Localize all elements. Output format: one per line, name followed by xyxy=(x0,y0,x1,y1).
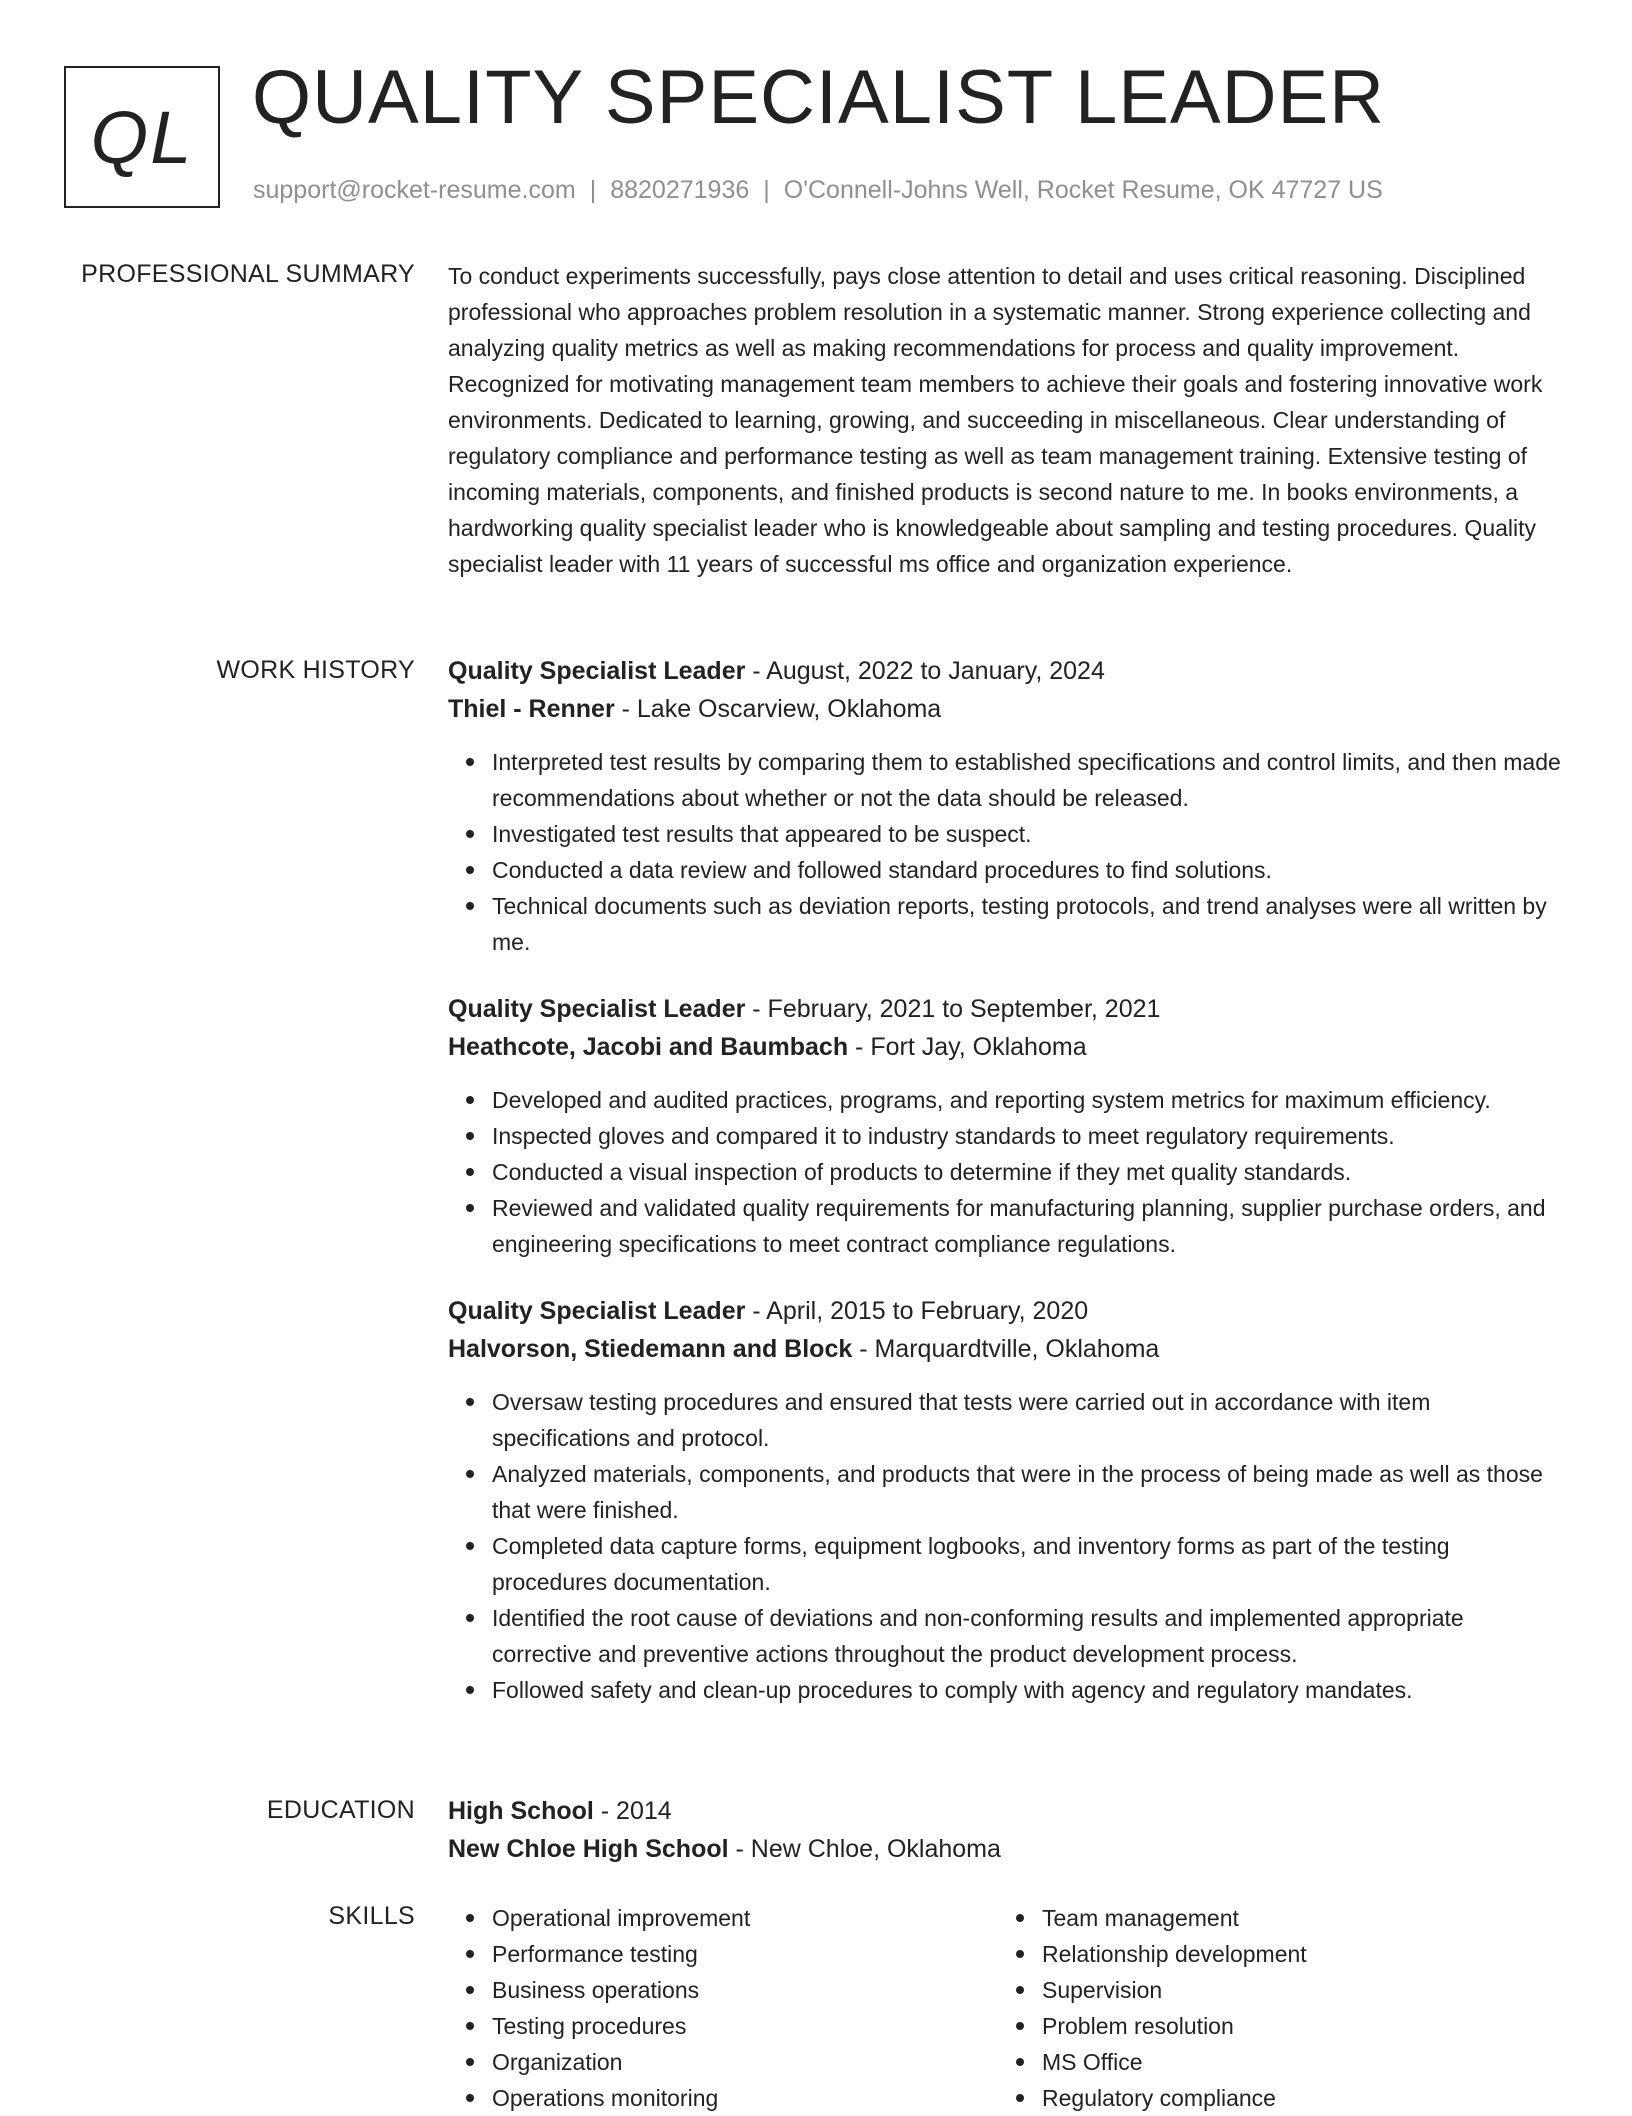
skill-item: Operational improvement xyxy=(492,1900,998,1936)
skill-item: Problem resolution xyxy=(1042,2008,1548,2044)
job-dates: - August, 2022 to January, 2024 xyxy=(745,657,1105,685)
job-location: - Lake Oscarview, Oklahoma xyxy=(614,695,942,723)
list-item: Completed data capture forms, equipment logbooks, and inventory forms as part of the testing procedures documentation. xyxy=(492,1528,1563,1600)
education-body xyxy=(448,1792,1563,1868)
job-title-line xyxy=(448,990,1563,1028)
contact-separator: | xyxy=(763,176,770,204)
skill-item: Testing procedures xyxy=(492,2008,998,2044)
skill-item: Organization xyxy=(492,2044,998,2080)
contact-email: support@rocket-resume.com xyxy=(253,176,576,204)
skill-item: MS Office xyxy=(1042,2044,1548,2080)
skill-item: Team management xyxy=(1042,1900,1548,1936)
monogram-logo: QL xyxy=(64,66,220,208)
education-school: New Chloe High School xyxy=(448,1835,729,1863)
education-degree-line xyxy=(448,1792,1563,1830)
job-location: - Marquardtville, Oklahoma xyxy=(852,1335,1160,1363)
job-title: Quality Specialist Leader xyxy=(448,995,746,1023)
job-location: - Fort Jay, Oklahoma xyxy=(848,1033,1087,1061)
list-item: Interpreted test results by comparing them to established specifications and control limits, and then made recommendations about whether or not the data should be released. xyxy=(492,744,1563,816)
list-item: Developed and audited practices, programs, and reporting system metrics for maximum efficiency. xyxy=(492,1082,1563,1118)
section-label-education: EDUCATION xyxy=(266,1796,415,1824)
skills-body xyxy=(448,1900,1563,2116)
education-degree: High School xyxy=(448,1797,594,1825)
list-item: Conducted a data review and followed standard procedures to find solutions. xyxy=(492,852,1563,888)
job-company-line xyxy=(448,690,1563,728)
job-title-line xyxy=(448,652,1563,690)
summary-text: To conduct experiments successfully, pays close attention to detail and uses critical reasoning. Disciplined professional who approaches problem resolution in a systematic manner. Strong experience collecting and analyzing quality metrics as well as making recommendations for process and quality improvement. Recognized for motivating management team members to achieve their goals and fostering innovative work environments. Dedicated to learning, growing, and succeeding in miscellaneous. Clear understanding of regulatory compliance and performance testing as well as team management training. Extensive testing of incoming materials, components, and finished products is second nature to me. In books environments, a hardworking quality specialist leader who is knowledgeable about sampling and testing procedures. Quality specialist leader with 11 years of successful ms office and organization experience. xyxy=(448,263,1543,577)
skill-item: Supervision xyxy=(1042,1972,1548,2008)
list-item: Conducted a visual inspection of products to determine if they met quality standards. xyxy=(492,1154,1563,1190)
education-location: - New Chloe, Oklahoma xyxy=(728,1835,1001,1863)
contact-separator: | xyxy=(589,176,597,204)
job-entry xyxy=(448,1292,1563,1708)
contact-phone: 8820271936 xyxy=(610,176,750,204)
list-item: Technical documents such as deviation reports, testing protocols, and trend analyses were all written by me. xyxy=(492,888,1563,960)
job-bullets xyxy=(448,744,1563,960)
job-company: Thiel - Renner xyxy=(448,695,615,723)
list-item: Analyzed materials, components, and products that were in the process of being made as well as those that were finished. xyxy=(492,1456,1563,1528)
skill-item: Business operations xyxy=(492,1972,998,2008)
list-item: Followed safety and clean-up procedures to comply with agency and regulatory mandates. xyxy=(492,1672,1563,1708)
contact-line xyxy=(253,176,1383,205)
skills-list-right xyxy=(998,1900,1548,2116)
list-item: Oversaw testing procedures and ensured that tests were carried out in accordance with item specifications and protocol. xyxy=(492,1384,1563,1456)
skill-item: Performance testing xyxy=(492,1936,998,1972)
job-title: Quality Specialist Leader xyxy=(448,1297,746,1325)
skills-grid xyxy=(448,1900,1563,2116)
education-year: - 2014 xyxy=(593,1797,672,1825)
summary-body xyxy=(448,258,1563,582)
work-history-body xyxy=(448,652,1563,1738)
skill-item: Regulatory compliance xyxy=(1042,2080,1548,2116)
list-item: Inspected gloves and compared it to industry standards to meet regulatory requirements. xyxy=(492,1118,1563,1154)
section-label-work-history: WORK HISTORY xyxy=(216,656,415,684)
job-bullets xyxy=(448,1384,1563,1708)
list-item: Investigated test results that appeared to be suspect. xyxy=(492,816,1563,852)
job-entry xyxy=(448,652,1563,960)
job-title-line xyxy=(448,1292,1563,1330)
job-bullets xyxy=(448,1082,1563,1262)
job-dates: - February, 2021 to September, 2021 xyxy=(745,995,1161,1023)
skill-item: Operations monitoring xyxy=(492,2080,998,2116)
section-label-summary: PROFESSIONAL SUMMARY xyxy=(81,260,415,288)
skill-item: Relationship development xyxy=(1042,1936,1548,1972)
list-item: Reviewed and validated quality requirements for manufacturing planning, supplier purchase orders, and engineering specifications to meet contract compliance regulations. xyxy=(492,1190,1563,1262)
job-dates: - April, 2015 to February, 2020 xyxy=(745,1297,1089,1325)
job-company: Heathcote, Jacobi and Baumbach xyxy=(448,1033,849,1061)
job-title: Quality Specialist Leader xyxy=(448,657,746,685)
job-company-line xyxy=(448,1330,1563,1368)
job-entry xyxy=(448,990,1563,1262)
education-school-line xyxy=(448,1830,1563,1868)
section-label-skills: SKILLS xyxy=(328,1902,415,1930)
list-item: Identified the root cause of deviations and non-conforming results and implemented appropriate corrective and preventive actions throughout the product development process. xyxy=(492,1600,1563,1672)
job-company: Halvorson, Stiedemann and Block xyxy=(448,1335,853,1363)
skills-list-left xyxy=(448,1900,998,2116)
page-title: QUALITY SPECIALIST LEADER xyxy=(252,55,1386,140)
contact-address: O'Connell-Johns Well, Rocket Resume, OK 47727 US xyxy=(783,176,1383,204)
job-company-line xyxy=(448,1028,1563,1066)
